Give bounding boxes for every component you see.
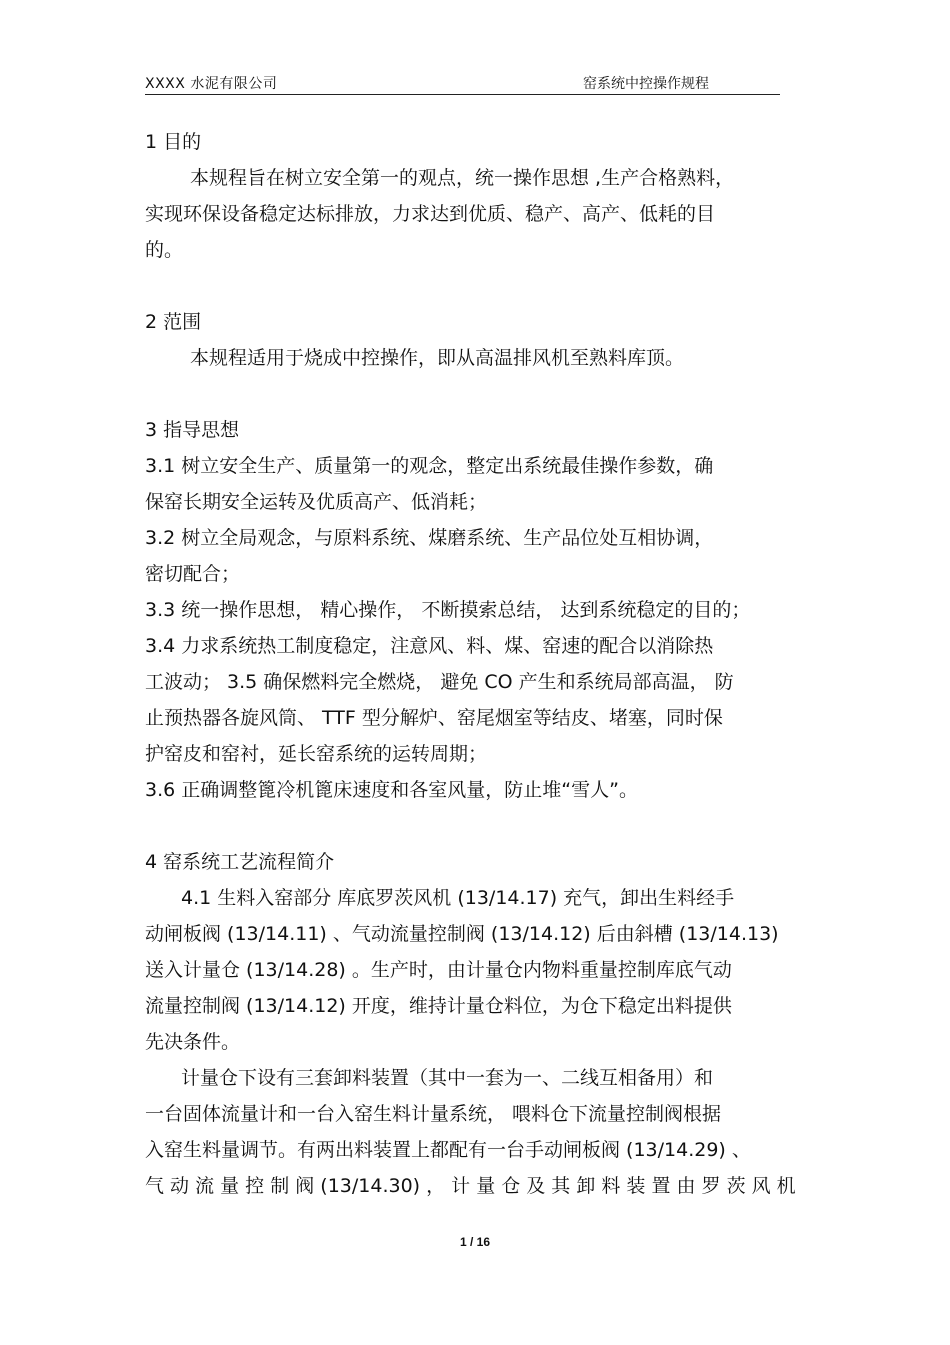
paragraph-line: 实现环保设备稳定达标排放，力求达到优质、稳产、高产、低耗的目 <box>145 203 716 225</box>
paragraph-line: 计量仓下设有三套卸料装置（其中一套为一、二线互相备用）和 <box>181 1067 714 1089</box>
list-item-line: 3.3 统一操作思想， 精心操作， 不断摸索总结， 达到系统稳定的目的； <box>145 599 751 621</box>
header-doc-title: 窑系统中控操作规程 <box>583 76 709 92</box>
paragraph-line: 动闸板阀 (13/14.11) 、气动流量控制阀 (13/14.12) 后由斜槽 (13/14.13) <box>145 923 779 945</box>
section-heading-scope: 2 范围 <box>145 311 202 333</box>
paragraph-line: 4.1 生料入窑部分 库底罗茨风机 (13/14.17) 充气，卸出生料经手 <box>181 887 735 909</box>
section-heading-purpose: 1 目的 <box>145 131 202 153</box>
header-company: XXXX 水泥有限公司 <box>145 76 278 92</box>
section-heading-process-overview: 4 窑系统工艺流程简介 <box>145 851 335 873</box>
page-number: 1 / 16 <box>459 1235 491 1249</box>
section-heading-guiding-principles: 3 指导思想 <box>145 419 240 441</box>
paragraph-line: 的。 <box>145 239 184 261</box>
paragraph-line: 先决条件。 <box>145 1031 241 1053</box>
list-item-line: 3.1 树立安全生产、质量第一的观念，整定出系统最佳操作参数，确 <box>145 455 714 477</box>
paragraph-line: 本规程旨在树立安全第一的观点，统一操作思想 ,生产合格熟料， <box>190 167 735 189</box>
paragraph-line: 一台固体流量计和一台入窑生料计量系统， 喂料仓下流量控制阀根据 <box>145 1103 722 1125</box>
page-header <box>145 70 780 95</box>
paragraph-line: 本规程适用于烧成中控操作，即从高温排风机至熟料库顶。 <box>190 347 685 369</box>
document-body <box>145 124 815 1204</box>
list-item-line: 3.6 正确调整篦冷机篦床速度和各室风量，防止堆“雪人”。 <box>145 779 638 801</box>
list-item-line: 止预热器各旋风筒、 TTF 型分解炉、窑尾烟室等结皮、堵塞，同时保 <box>145 707 723 729</box>
list-item-line: 护窑皮和窑衬，延长窑系统的运转周期； <box>145 743 488 765</box>
list-item-line: 3.2 树立全局观念，与原料系统、煤磨系统、生产品位处互相协调， <box>145 527 714 549</box>
list-item-line: 密切配合； <box>145 563 241 585</box>
paragraph-line: 送入计量仓 (13/14.28) 。生产时，由计量仓内物料重量控制库底气动 <box>145 959 732 981</box>
paragraph-line: 流量控制阀 (13/14.12) 开度，维持计量仓料位，为仓下稳定出料提供 <box>145 995 732 1017</box>
list-item-line: 工波动； 3.5 确保燃料完全燃烧， 避免 CO 产生和系统局部高温， 防 <box>145 671 734 693</box>
paragraph-line: 入窑生料量调节。有两出料装置上都配有一台手动闸板阀 (13/14.29) 、 <box>145 1139 751 1161</box>
paragraph-line: 气 动 流 量 控 制 阀 (13/14.30) ， 计 量 仓 及 其 卸 料 装 置 由 罗 茨 风 机 <box>145 1175 796 1197</box>
list-item-line: 3.4 力求系统热工制度稳定，注意风、料、煤、窑速的配合以消除热 <box>145 635 714 657</box>
list-item-line: 保窑长期安全运转及优质高产、低消耗； <box>145 491 488 513</box>
